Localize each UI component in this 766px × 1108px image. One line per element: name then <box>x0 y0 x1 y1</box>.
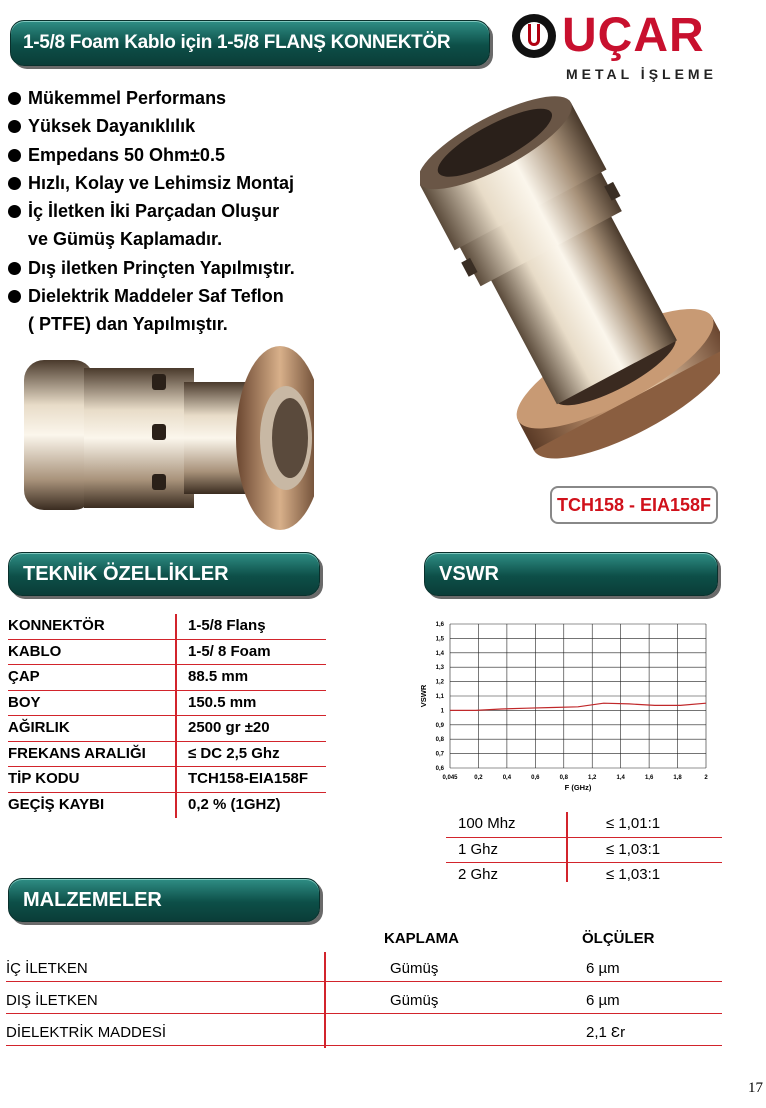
x-tick-label: 1,6 <box>644 775 654 781</box>
x-tick-label: 1,2 <box>588 775 597 781</box>
y-tick-label: 0,9 <box>435 722 444 729</box>
vswr-value: ≤ 1,03:1 <box>606 866 661 883</box>
material-size: 6 µm <box>586 992 620 1009</box>
y-tick-label: 1,2 <box>435 679 444 686</box>
column-divider <box>324 952 326 1048</box>
vswr-frequency: 2 Ghz <box>458 866 499 883</box>
x-tick-label: 1,4 <box>616 775 625 781</box>
spec-key: TİP KODU <box>8 770 80 787</box>
y-tick-label: 1 <box>440 708 444 715</box>
tech-spec-table <box>8 614 326 818</box>
logo-subtitle: METAL İŞLEME <box>566 66 717 82</box>
column-divider <box>175 614 177 818</box>
spec-key: BOY <box>8 693 41 711</box>
material-size: 2,1 Ɛr <box>586 1024 626 1041</box>
column-divider <box>566 812 568 882</box>
feature-item: Hızlı, Kolay ve Lehimsiz Montaj <box>8 169 295 197</box>
y-tick-label: 1,1 <box>435 694 444 700</box>
spec-key: KONNEKTÖR <box>8 617 105 634</box>
y-tick-label: 1,5 <box>435 636 444 643</box>
spec-key: FREKANS ARALIĞI <box>8 744 146 762</box>
table-row <box>446 812 722 838</box>
spec-value: 150.5 mm <box>188 693 257 711</box>
x-tick-label: 1,8 <box>673 775 682 781</box>
x-axis-label: F (GHz) <box>564 783 592 792</box>
connector-photo-angled <box>420 84 720 474</box>
material-coating: Gümüş <box>390 992 439 1009</box>
coating-header: KAPLAMA <box>384 930 459 947</box>
x-tick-label: 0,4 <box>502 775 512 781</box>
y-tick-label: 1,6 <box>435 622 444 628</box>
feature-item-continuation: ve Gümüş Kaplamadır. <box>28 229 223 250</box>
y-tick-label: 0,6 <box>435 766 444 772</box>
feature-list <box>8 84 295 339</box>
y-tick-label: 0,7 <box>435 751 444 758</box>
materials-banner <box>8 878 320 922</box>
materials-title: MALZEMELER <box>23 888 162 911</box>
vswr-chart <box>408 614 724 804</box>
table-row <box>6 982 722 1014</box>
vswr-title: VSWR <box>439 562 499 585</box>
feature-item: İç İletken İki Parçadan Oluşur <box>8 197 295 225</box>
spec-value: TCH158-EIA158F <box>188 770 309 787</box>
bullet-icon <box>8 290 21 303</box>
material-size: 6 µm <box>586 960 620 977</box>
spec-value: 1-5/8 Flanş <box>188 617 266 634</box>
spec-key: ÇAP <box>8 668 40 685</box>
table-row <box>8 742 326 768</box>
vswr-series-line <box>450 703 706 710</box>
tech-specs-banner <box>8 552 320 596</box>
model-code: TCH158 - EIA158F <box>556 494 712 515</box>
ucar-logo <box>508 10 728 84</box>
vswr-table <box>446 812 722 889</box>
page-title: 1-5/8 Foam Kablo için 1-5/8 FLANŞ KONNEKTÖR <box>23 32 451 53</box>
model-code-box <box>550 486 718 524</box>
table-row <box>446 838 722 864</box>
page-number: 17 <box>748 1080 763 1096</box>
material-coating: Gümüş <box>390 960 439 977</box>
table-row <box>8 665 326 691</box>
ucar-logo-icon <box>512 14 556 58</box>
x-tick-label: 2 <box>704 775 708 781</box>
bullet-icon <box>8 149 21 162</box>
x-tick-label: 0,2 <box>474 775 483 781</box>
table-row <box>8 691 326 717</box>
bullet-icon <box>8 92 21 105</box>
feature-item: Mükemmel Performans <box>8 84 295 112</box>
materials-table <box>6 950 722 1046</box>
feature-item: Yüksek Dayanıklılık <box>8 112 295 140</box>
spec-key: GEÇİŞ KAYBI <box>8 795 105 813</box>
y-axis-label: VSWR <box>419 684 428 708</box>
feature-item: Empedans 50 Ohm±0.5 <box>8 141 295 169</box>
feature-item: Dış iletken Prinçten Yapılmıştır. <box>8 254 295 282</box>
bullet-icon <box>8 177 21 190</box>
feature-item-continuation: ( PTFE) dan Yapılmıştır. <box>28 314 228 335</box>
table-row <box>6 950 722 982</box>
x-tick-label: 0,045 <box>442 775 458 781</box>
table-row <box>8 793 326 819</box>
material-name: DIŞ İLETKEN <box>6 992 98 1009</box>
table-row <box>8 640 326 666</box>
vswr-value: ≤ 1,03:1 <box>606 840 661 858</box>
spec-value: 0,2 % (1GHZ) <box>188 795 281 813</box>
y-tick-label: 1,4 <box>435 650 444 657</box>
vswr-banner <box>424 552 718 596</box>
x-tick-label: 0,6 <box>531 775 540 781</box>
x-tick-label: 0,8 <box>559 775 568 781</box>
bullet-icon <box>8 205 21 218</box>
size-header: ÖLÇÜLER <box>582 930 655 947</box>
spec-value: 88.5 mm <box>188 668 249 685</box>
table-row <box>8 614 326 640</box>
y-tick-label: 1,3 <box>435 665 444 672</box>
spec-key: KABLO <box>8 642 62 660</box>
table-row <box>8 767 326 793</box>
material-name: İÇ İLETKEN <box>6 960 88 977</box>
y-tick-label: 0,8 <box>435 737 444 744</box>
vswr-frequency: 100 Mhz <box>458 815 516 832</box>
material-name: DİELEKTRİK MADDESİ <box>6 1024 167 1041</box>
title-banner <box>10 20 490 66</box>
logo-name: UÇAR <box>562 9 705 62</box>
table-row <box>446 863 722 889</box>
spec-key: AĞIRLIK <box>8 719 70 736</box>
spec-value: 1-5/ 8 Foam <box>188 642 271 660</box>
table-row <box>6 1014 722 1046</box>
tech-specs-title: TEKNİK ÖZELLİKLER <box>23 562 229 585</box>
connector-photo-side <box>14 340 314 536</box>
bullet-icon <box>8 262 21 275</box>
table-row <box>8 716 326 742</box>
vswr-value: ≤ 1,01:1 <box>606 815 661 832</box>
spec-value: ≤ DC 2,5 Ghz <box>188 744 280 762</box>
feature-item: Dielektrik Maddeler Saf Teflon <box>8 282 295 310</box>
vswr-frequency: 1 Ghz <box>458 840 499 858</box>
bullet-icon <box>8 120 21 133</box>
spec-value: 2500 gr ±20 <box>188 719 270 736</box>
